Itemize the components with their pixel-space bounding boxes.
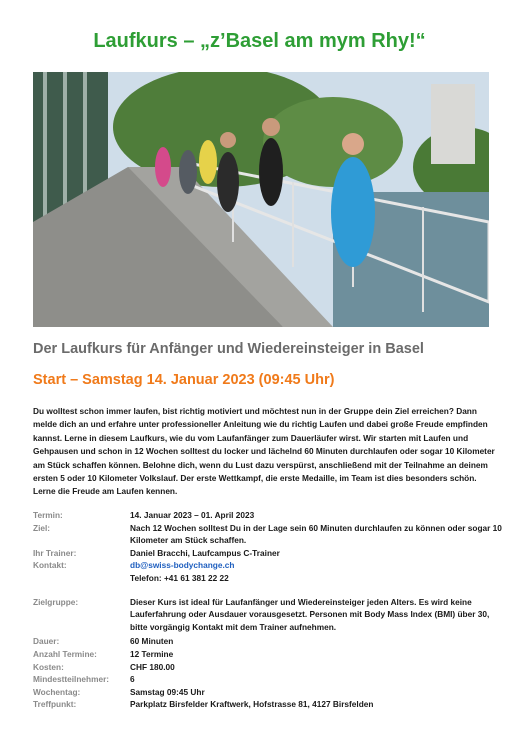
runners-photo xyxy=(33,72,489,327)
detail-kontakt xyxy=(33,559,503,572)
mindest-label: Mindestteilnehmer: xyxy=(33,674,110,685)
anzahl-value: 12 Termine xyxy=(130,648,174,659)
zielgruppe-label: Zielgruppe: xyxy=(33,596,79,607)
detail-trainer xyxy=(33,547,503,560)
dauer-value: 60 Minuten xyxy=(130,636,174,647)
detail-kosten xyxy=(33,661,503,674)
detail-telefon xyxy=(33,572,503,585)
course-details xyxy=(33,509,503,711)
detail-anzahl xyxy=(33,648,503,661)
detail-wochentag xyxy=(33,686,503,699)
kontakt-label: Kontakt: xyxy=(33,560,67,571)
course-subtitle: Der Laufkurs für Anfänger und Wiedereinsteiger in Basel xyxy=(33,341,424,357)
anzahl-label: Anzahl Termine: xyxy=(33,648,97,659)
detail-treffpunkt xyxy=(33,698,503,711)
kosten-value: CHF 180.00 xyxy=(130,661,175,672)
email-link[interactable]: db@swiss-bodychange.ch xyxy=(130,560,235,571)
wochentag-value: Samstag 09:45 Uhr xyxy=(130,686,205,697)
kosten-label: Kosten: xyxy=(33,661,64,672)
treffpunkt-value: Parkplatz Birsfelder Kraftwerk, Hofstrasse 81, 4127 Birsfelden xyxy=(130,699,374,710)
detail-zielgruppe xyxy=(33,596,503,634)
ziel-value: Nach 12 Wochen solltest Du in der Lage sein 60 Minuten durchlaufen zu können oder sogar 10 Kilometer am Stück schaffen. xyxy=(130,522,502,546)
detail-mindest xyxy=(33,673,503,686)
start-date-heading: Start – Samstag 14. Januar 2023 (09:45 Uhr) xyxy=(33,372,335,388)
termin-value: 14. Januar 2023 – 01. April 2023 xyxy=(130,510,255,520)
trainer-label: Ihr Trainer: xyxy=(33,547,77,558)
detail-dauer xyxy=(33,635,503,648)
detail-ziel xyxy=(33,522,503,547)
intro-paragraph: Du wolltest schon immer laufen, bist richtig motiviert und möchtest nun in der Gruppe dein Ziel erreichen? Dann melde dich an und erfahre unter professioneller Anleitung wie du richtig Laufen und dabei große Freude empfinden kannst. Lerne in diesem Laufkurs, wie du vom Laufanfänger zum Dauerläufer wirst. Wir starten mit Laufen und Gehpausen und schon in 12 Wochen solltest du locker und lächelnd 60 Minuten durchlaufen oder sogar 10 Kilometer am Stück schaffen können. Belohne dich, wenn du Lust dazu verspürst, anschließend mit der Teilnahme an deinem ersten 5 oder 10 Kilometer Volkslauf. Der erste Wettkampf, die erste Medaille, im Team ist dies besonders schön. Lerne die Freude am Laufen kennen. xyxy=(33,406,495,497)
treffpunkt-label: Treffpunkt: xyxy=(33,699,77,710)
zielgruppe-value: Dieser Kurs ist ideal für Laufanfänger und Wiedereinsteiger jeden Alters. Es wird keine Lauferfahrung oder Ausdauer vorausgesetzt. Personen mit Body Mass Index (BMI) über 30, bitte vorgängig Kontakt mit dem Trainer aufnehmen. xyxy=(130,596,490,632)
termin-label: Termin: xyxy=(33,510,63,520)
mindest-value: 6 xyxy=(130,674,135,685)
ziel-label: Ziel: xyxy=(33,522,51,533)
page-title: Laufkurs – „z’Basel am mym Rhy!“ xyxy=(93,30,426,52)
wochentag-label: Wochentag: xyxy=(33,686,81,697)
trainer-value: Daniel Bracchi, Laufcampus C-Trainer xyxy=(130,547,280,558)
telefon-value: Telefon: +41 61 381 22 22 xyxy=(130,572,229,583)
dauer-label: Dauer: xyxy=(33,636,60,647)
detail-termin xyxy=(33,509,503,522)
